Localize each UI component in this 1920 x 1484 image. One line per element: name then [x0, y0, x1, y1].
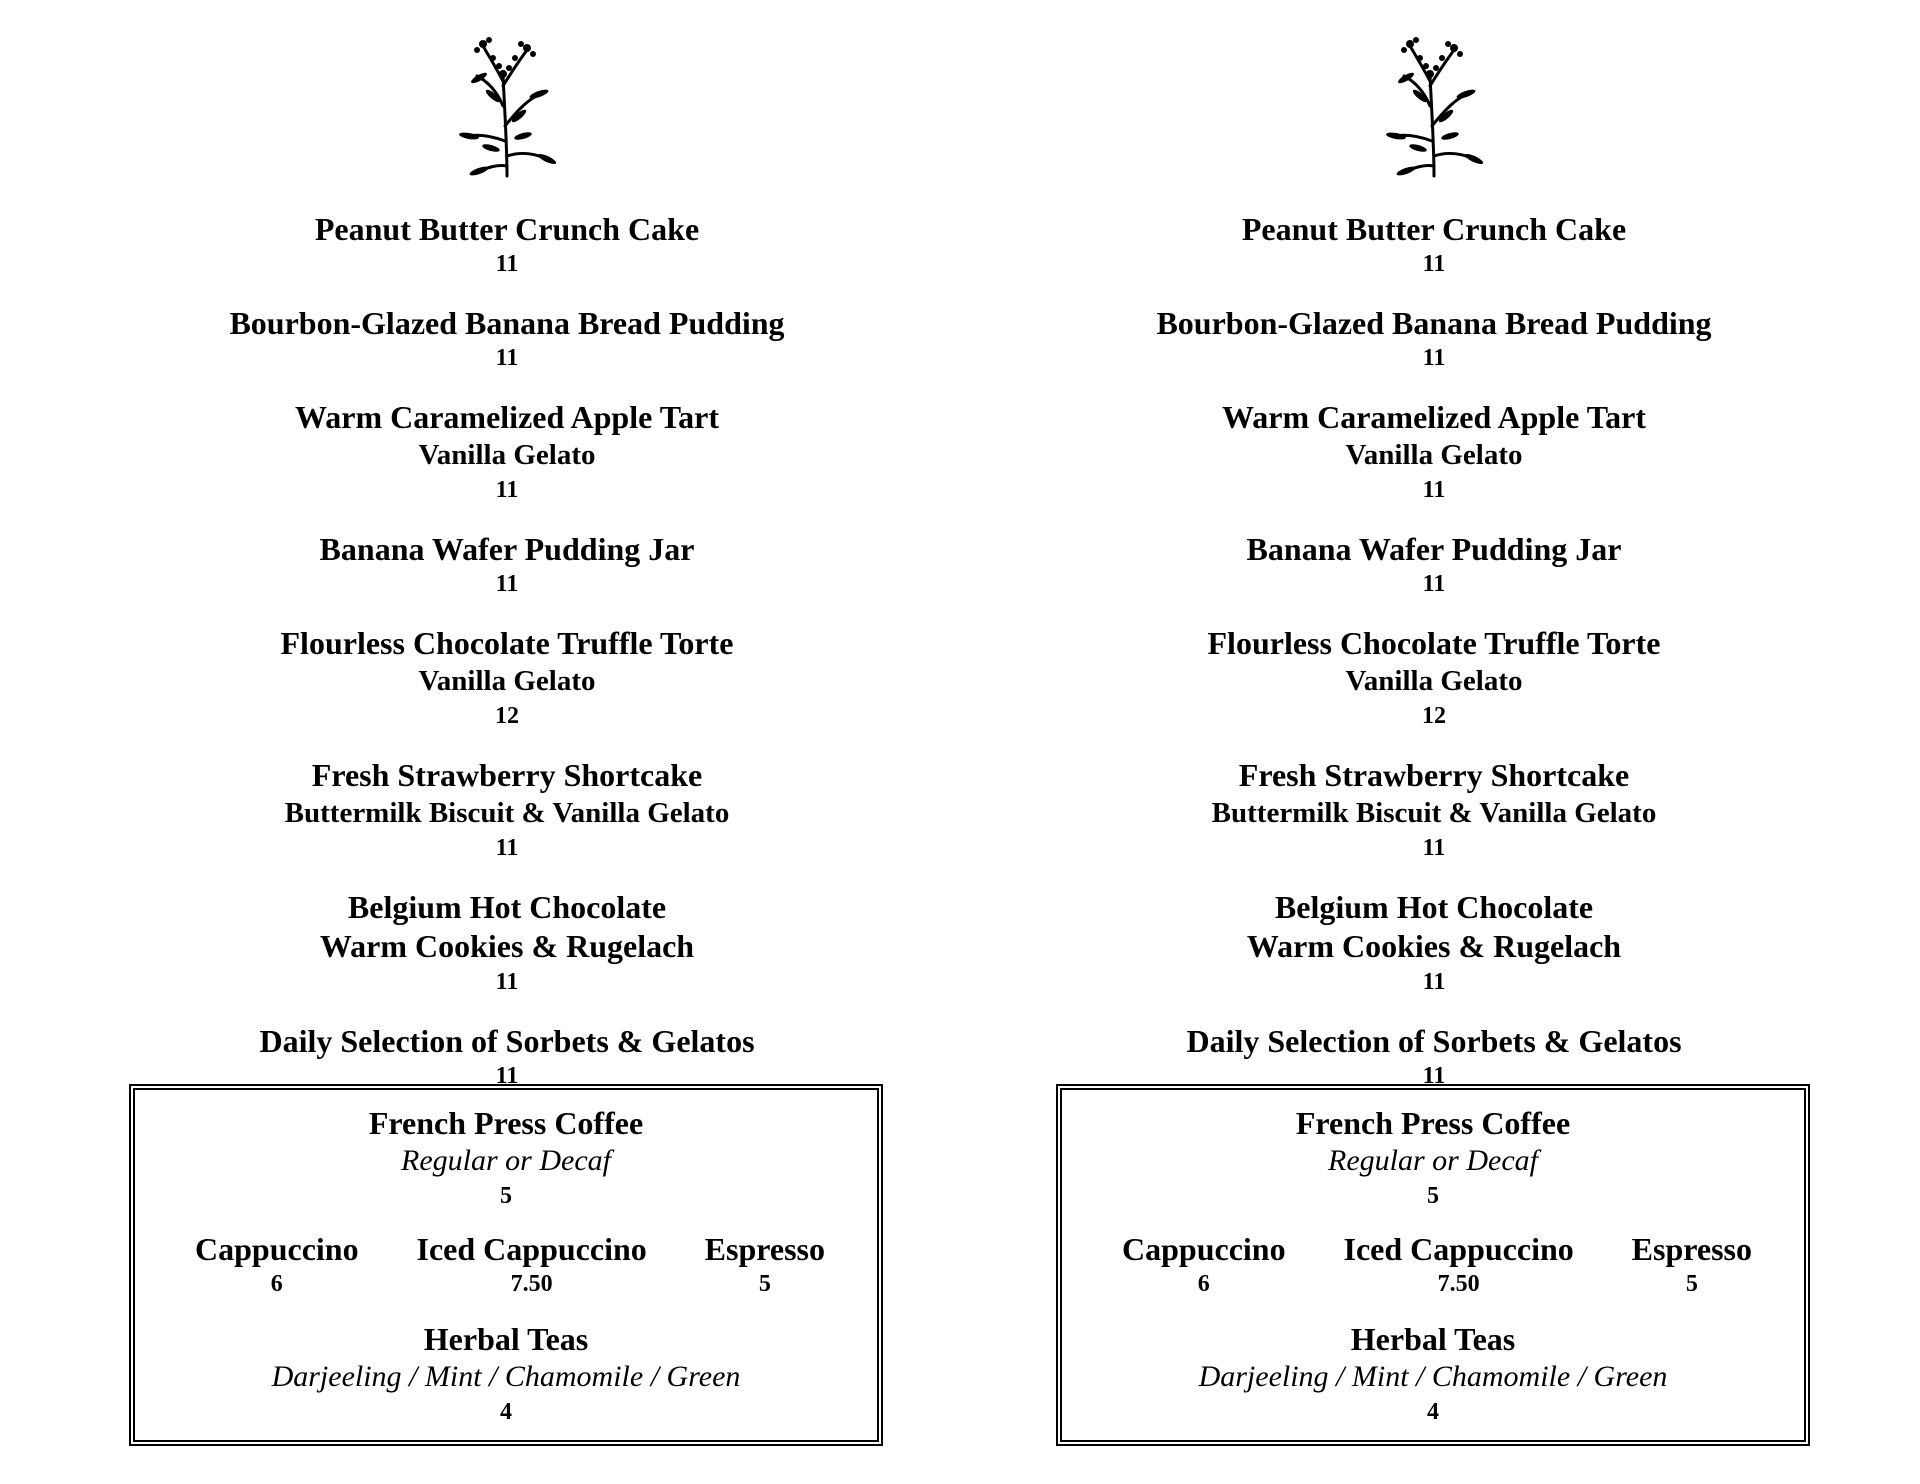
item-price: 11 [1422, 477, 1446, 503]
item-name: Daily Selection of Sorbets & Gelatos [259, 1023, 755, 1059]
tea-section [1062, 1320, 1804, 1428]
tea-price: 4 [500, 1399, 512, 1425]
item-name: Banana Wafer Pudding Jar [1246, 531, 1622, 567]
item-name: Fresh Strawberry Shortcake [1238, 757, 1630, 793]
item-price: 11 [495, 571, 519, 597]
item-name: Bourbon-Glazed Banana Bread Pudding [229, 305, 785, 341]
herb-sprig-icon [1384, 36, 1484, 182]
espresso-drinks-row [1122, 1230, 1752, 1300]
drink-price: 5 [1685, 1271, 1698, 1297]
item-price: 11 [1422, 969, 1446, 995]
tea-title: Herbal Teas [423, 1321, 589, 1357]
drink-item [417, 1230, 647, 1300]
item-name: Bourbon-Glazed Banana Bread Pudding [1156, 305, 1712, 341]
coffee-options: Regular or Decaf [1328, 1144, 1538, 1177]
drink-item [195, 1230, 359, 1300]
coffee-options: Regular or Decaf [401, 1144, 611, 1177]
item-name: Warm Caramelized Apple Tart [1222, 399, 1646, 435]
drink-price: 7.50 [1437, 1271, 1480, 1297]
item-accompaniment: Warm Cookies & Rugelach [1246, 928, 1622, 964]
item-price: 11 [1422, 345, 1446, 371]
menu-item [127, 1022, 887, 1092]
item-name: Belgium Hot Chocolate [347, 889, 667, 925]
tea-options: Darjeeling / Mint / Chamomile / Green [1198, 1360, 1668, 1393]
item-name: Banana Wafer Pudding Jar [319, 531, 695, 567]
item-accompaniment: Vanilla Gelato [1345, 665, 1523, 697]
drink-name: Espresso [704, 1231, 825, 1267]
drink-name: Iced Cappuccino [416, 1231, 647, 1267]
menu-item [1054, 304, 1814, 374]
beverage-box [1056, 1084, 1810, 1446]
drink-price: 6 [1197, 1271, 1210, 1297]
item-price: 11 [1422, 571, 1446, 597]
tea-price: 4 [1427, 1399, 1439, 1425]
item-name: Peanut Butter Crunch Cake [314, 211, 700, 247]
menu-card-right [1054, 0, 1814, 1484]
item-name: Fresh Strawberry Shortcake [311, 757, 703, 793]
dessert-list [1054, 210, 1814, 1092]
item-price: 11 [495, 835, 519, 861]
menu-item [1054, 624, 1814, 732]
menu-item [1054, 398, 1814, 506]
item-price: 11 [495, 1063, 519, 1089]
item-name: Flourless Chocolate Truffle Torte [1207, 625, 1661, 661]
item-name: Belgium Hot Chocolate [1274, 889, 1594, 925]
item-price: 11 [1422, 1063, 1446, 1089]
menu-item [1054, 530, 1814, 600]
drink-item [705, 1230, 825, 1300]
coffee-price: 5 [500, 1183, 512, 1209]
coffee-title: French Press Coffee [1295, 1105, 1571, 1141]
herb-sprig-icon [457, 36, 557, 182]
item-accompaniment: Buttermilk Biscuit & Vanilla Gelato [1211, 797, 1657, 829]
item-name: Warm Caramelized Apple Tart [295, 399, 719, 435]
menu-item [127, 398, 887, 506]
item-name: Peanut Butter Crunch Cake [1241, 211, 1627, 247]
drink-price: 6 [270, 1271, 283, 1297]
item-name: Daily Selection of Sorbets & Gelatos [1186, 1023, 1682, 1059]
drink-item [1344, 1230, 1574, 1300]
drink-item [1122, 1230, 1286, 1300]
menu-item [1054, 1022, 1814, 1092]
item-price: 11 [1422, 835, 1446, 861]
item-price: 11 [495, 251, 519, 277]
menu-item [127, 624, 887, 732]
menu-item [127, 304, 887, 374]
tea-options: Darjeeling / Mint / Chamomile / Green [271, 1360, 741, 1393]
item-price: 11 [495, 345, 519, 371]
coffee-price: 5 [1427, 1183, 1439, 1209]
drink-name: Cappuccino [1122, 1231, 1286, 1267]
item-accompaniment: Vanilla Gelato [418, 439, 596, 471]
drink-name: Espresso [1631, 1231, 1752, 1267]
menu-item [1054, 888, 1814, 998]
menu-item [127, 530, 887, 600]
beverage-box [129, 1084, 883, 1446]
coffee-section [1062, 1104, 1804, 1212]
item-price: 11 [495, 969, 519, 995]
menu-card-left [127, 0, 887, 1484]
item-accompaniment: Vanilla Gelato [1345, 439, 1523, 471]
menu-item [1054, 756, 1814, 864]
tea-title: Herbal Teas [1350, 1321, 1516, 1357]
item-name: Flourless Chocolate Truffle Torte [280, 625, 734, 661]
menu-item [127, 888, 887, 998]
item-price: 12 [1422, 703, 1446, 729]
item-accompaniment: Warm Cookies & Rugelach [319, 928, 695, 964]
menu-item [127, 210, 887, 280]
drink-name: Iced Cappuccino [1343, 1231, 1574, 1267]
espresso-drinks-row [195, 1230, 825, 1300]
drink-price: 5 [758, 1271, 771, 1297]
item-price: 11 [495, 477, 519, 503]
coffee-section [135, 1104, 877, 1212]
item-accompaniment: Buttermilk Biscuit & Vanilla Gelato [284, 797, 730, 829]
drink-price: 7.50 [510, 1271, 553, 1297]
menu-item [127, 756, 887, 864]
drink-item [1632, 1230, 1752, 1300]
menu-item [1054, 210, 1814, 280]
item-price: 11 [1422, 251, 1446, 277]
coffee-title: French Press Coffee [368, 1105, 644, 1141]
item-accompaniment: Vanilla Gelato [418, 665, 596, 697]
tea-section [135, 1320, 877, 1428]
drink-name: Cappuccino [195, 1231, 359, 1267]
dessert-list [127, 210, 887, 1092]
item-price: 12 [495, 703, 519, 729]
